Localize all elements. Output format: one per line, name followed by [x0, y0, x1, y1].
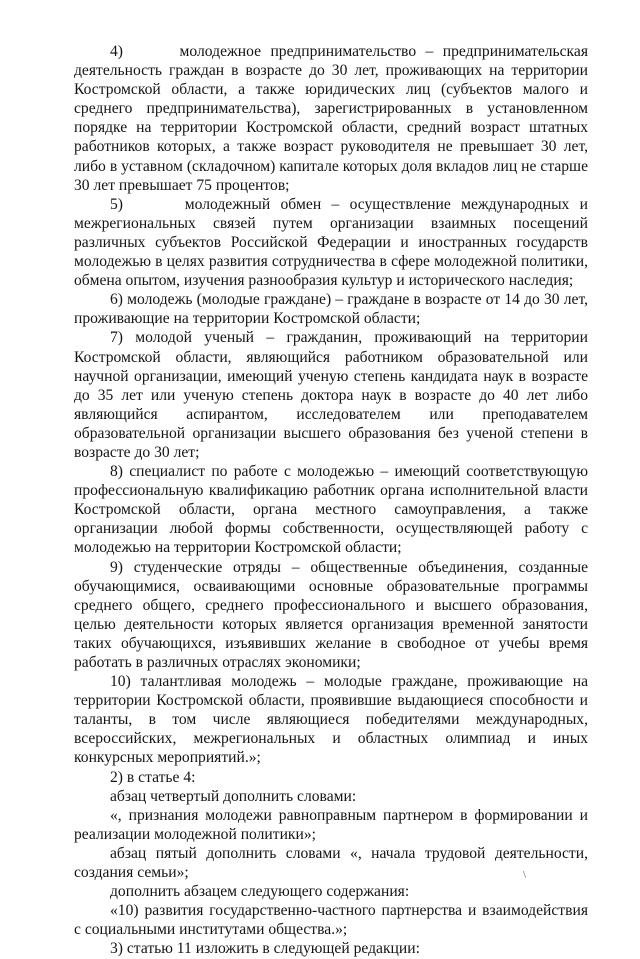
paragraph-item-9: 9) студенческие отряды – общественные объединения, созданные обучающимися, осваивающими основные образовательные программы среднего общего, среднего профессионального и высшего образования, целью деятельности которых является организация временной занятости таких обучающихся, изъявивших желание в свободное от учебы время работать в различных отраслях экономики;	[74, 558, 588, 671]
paragraph-item-8: 8) специалист по работе с молодежью – имеющий соответствующую профессиональную квалификацию работник органа исполнительной власти Костромской области, органа местного самоуправления, а также организации любой формы собственности, осуществляющей работу с молодежью на территории Костромской области;	[74, 463, 588, 557]
paragraph-article-4: 2) в статье 4:	[110, 768, 196, 786]
paragraph-quote-1: «, признания молодежи равноправным партнером в формировании и реализации молодежной политики»;	[74, 806, 588, 843]
paragraph-quote-2: «10) развития государственно-частного партнерства и взаимодействия с социальными институтами общества.»;	[74, 902, 588, 939]
paragraph-item-4: 4) молодежное предпринимательство – предпринимательская деятельность граждан в возрасте до 30 лет, проживающих на территории Костромской области, а также юридических лиц (субъектов малого и среднего предпринимательства), зарегистрированных в установленном порядке на территории Костромской области, средний возраст штатных работников которых, а также возраст руководителя не превышает 30 лет, либо в уставном (складочном) капитале которых доля вкладов лиц не старше 30 лет превышает 75 процентов;	[74, 43, 588, 194]
paragraph-article-11: 3) статью 11 изложить в следующей редакции:	[110, 940, 420, 958]
paragraph-item-6: 6) молодежь (молодые граждане) – граждане в возрасте от 14 до 30 лет, проживающие на территории Костромской области;	[74, 291, 588, 328]
paragraph-item-7: 7) молодой ученый – гражданин, проживающий на территории Костромской области, являющийся работником образовательной или научной организации, имеющий ученую степень кандидата наук в возрасте до 35 лет или ученую степень доктора наук в возрасте до 40 лет либо являющийся аспирантом, исследователем или преподавателем образовательной организации высшего образования без ученой степени в возрасте до 30 лет;	[74, 329, 588, 461]
paragraph-paragraph-five: абзац пятый дополнить словами «, начала трудовой деятельности, создания семьи»;	[74, 844, 588, 882]
corner-mark: \	[523, 869, 527, 881]
paragraph-add-paragraph: дополнить абзацем следующего содержания:	[110, 883, 410, 901]
paragraph-item-5: 5) молодежный обмен – осуществление международных и межрегиональных связей путем организации взаимных посещений различных субъектов Российской Федерации и иностранных государств молодежью в целях развития сотрудничества в сфере молодежной политики, обмена опытом, изучения разнообразия культур и исторического наследия;	[74, 195, 588, 290]
document-body	[74, 42, 588, 959]
paragraph-paragraph-four: абзац четвертый дополнить словами:	[110, 787, 357, 805]
paragraph-item-10: 10) талантливая молодежь – молодые граждане, проживающие на территории Костромской области, проявившие выдающиеся способности и таланты, в том числе являющиеся победителями международных, всероссийских, межрегиональных и областных олимпиад и иных конкурсных мероприятий.»;	[74, 673, 588, 767]
